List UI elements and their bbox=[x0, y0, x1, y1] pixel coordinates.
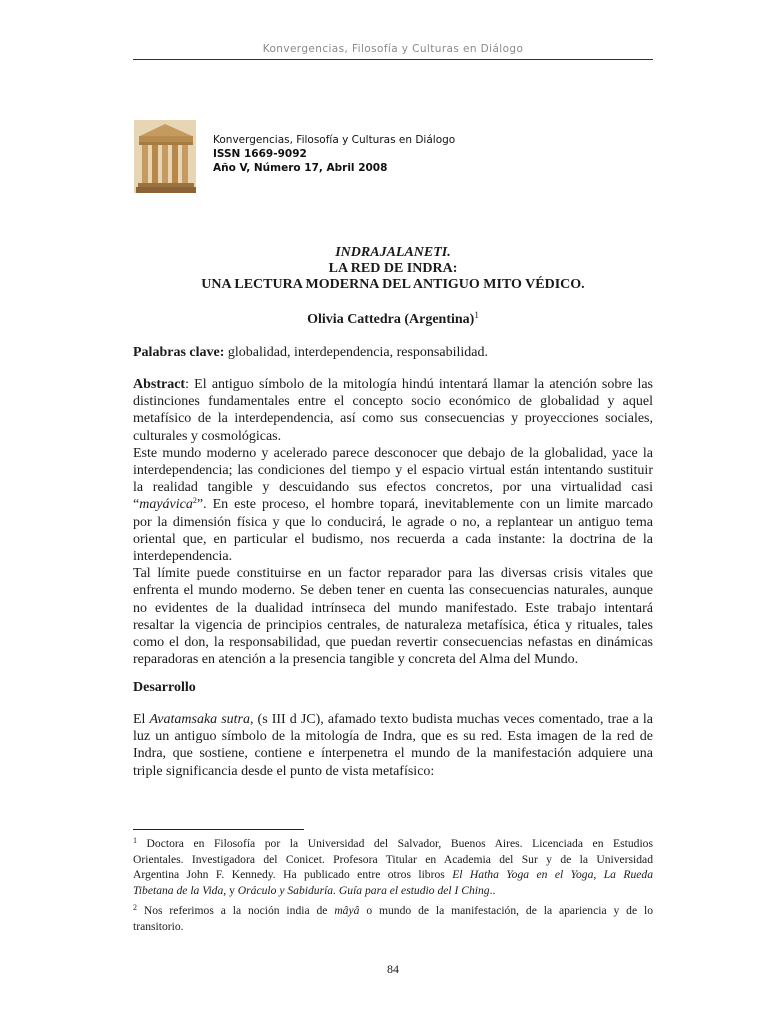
abstract-line bbox=[133, 376, 653, 393]
abstract-line: Tal límite puede constituirse en un factor reparador para las diversas crisis vitales que bbox=[133, 566, 653, 582]
section-paragraph bbox=[133, 711, 653, 780]
abstract-line: interdependencia. bbox=[133, 549, 233, 565]
abstract-text: ”. En este proceso, el hombre topará, inevitablemente con un limite marcado bbox=[196, 497, 653, 513]
footnote-ref-1[interactable]: 1 bbox=[474, 310, 479, 320]
abstract-line: culturales y cosmológicas. bbox=[133, 428, 282, 444]
abstract-text: : El antiguo símbolo de la mitología hindú intentará llamar la atención sobre las bbox=[185, 377, 653, 392]
book-title: El Hatha Yoga en el Yoga bbox=[452, 868, 594, 881]
paragraph-text: El bbox=[133, 712, 150, 727]
abstract-line: metafísico de la interdependencia, así como sus consecuencias y proyecciones sociales, bbox=[133, 411, 653, 427]
footnote-text: Doctora en Filosofía por la Universidad del Salvador, Buenos Aires. Licenciada en Estudios bbox=[137, 837, 653, 850]
book-title: Oráculo y Sabiduría. Guía para el estudio del I Ching bbox=[237, 883, 490, 897]
abstract-line: reparadoras en atención a la presencia tangible y concreta del Alma del Mundo. bbox=[133, 652, 579, 668]
journal-name: Konvergencias, Filosofía y Culturas en Diálogo bbox=[213, 134, 456, 146]
paragraph-line: triple significancia desde el punto de vista metafísico: bbox=[133, 763, 435, 779]
footnote-text: o mundo de la manifestación, de la apariencia y de lo bbox=[359, 904, 653, 917]
paragraph-text: , (s III d JC), afamado texto budista muchas veces comentado, trae a la bbox=[250, 712, 653, 727]
footnote-text: Nos referimos a la noción india de bbox=[137, 904, 335, 917]
header-rule bbox=[133, 59, 653, 60]
footnote-rule bbox=[133, 829, 304, 830]
footnote-text: Argentina John F. Kennedy. Ha publicado entre otros libros bbox=[133, 868, 453, 881]
footnote-line bbox=[133, 867, 653, 883]
abstract-line: no evidentes de la dualidad intrínseca del mundo manifestado. Este trabajo intentará bbox=[133, 600, 653, 616]
footnote-text: .. bbox=[489, 883, 496, 897]
abstract-line: enfrenta el mundo moderno. Se deben tener en cuenta las consecuencias naturales, aunque bbox=[133, 583, 653, 599]
title-line-3: UNA LECTURA MODERNA DEL ANTIGUO MITO VÉDICO. bbox=[201, 277, 585, 292]
section-heading: Desarrollo bbox=[133, 680, 196, 695]
footnote-ref-2[interactable]: 2 bbox=[192, 496, 197, 506]
keywords bbox=[133, 345, 488, 361]
article-title bbox=[133, 245, 653, 293]
footnote-line bbox=[133, 883, 653, 899]
journal-logo-temple bbox=[134, 120, 196, 193]
paragraph-line: luz un antiguo símbolo de la mitología de Indra, que es su red. Esta imagen de la red de bbox=[133, 729, 653, 745]
abstract-line: interdependencia; las condiciones del tiempo y el espacio virtual están intentando sustituir bbox=[133, 463, 653, 479]
journal-issn: ISSN 1669-9092 bbox=[213, 148, 307, 160]
footnote-2 bbox=[133, 903, 653, 934]
keywords-text: globalidad, interdependencia, responsabilidad. bbox=[224, 345, 488, 360]
footnote-number: 2 bbox=[133, 903, 137, 912]
footnote-line: Orientales. Investigadora del Conicet. Profesora Titular en Academia del Sur y de la Universidad bbox=[133, 852, 653, 866]
quote-mark: “ bbox=[133, 497, 140, 513]
book-title: Tibetana de la Vida, bbox=[133, 883, 227, 897]
footnote-line bbox=[133, 836, 653, 852]
journal-info bbox=[213, 133, 455, 175]
keywords-label: Palabras clave: bbox=[133, 345, 225, 360]
footnote-1 bbox=[133, 836, 653, 898]
abstract-line: la realidad tangible y descuidando sus efectos concretos, por una virtualidad casi bbox=[133, 480, 653, 496]
title-line-2: LA RED DE INDRA: bbox=[328, 261, 458, 276]
abstract-line: como el don, la responsabilidad, que puedan revertir consecuencias nefastas en dinámicas bbox=[133, 635, 653, 651]
running-header: Konvergencias, Filosofía y Culturas en Diálogo bbox=[262, 43, 524, 55]
abstract-line: por la dimensión física y que lo conducirá, le agrade o no, a replantear un antiguo tema bbox=[133, 514, 653, 530]
footnote-text: , bbox=[593, 868, 604, 881]
page-number: 84 bbox=[387, 962, 399, 976]
abstract bbox=[133, 376, 653, 668]
abstract-line bbox=[133, 496, 653, 513]
journal-issue: Año V, Número 17, Abril 2008 bbox=[213, 162, 388, 174]
paragraph-line bbox=[133, 711, 653, 728]
term-mayavica: mayávica bbox=[139, 497, 193, 513]
author bbox=[133, 310, 653, 328]
footnote-number: 1 bbox=[133, 836, 137, 845]
abstract-label: Abstract bbox=[133, 377, 186, 392]
footnote-text: y bbox=[226, 883, 238, 897]
abstract-line: resaltar la vigencia de principios centrales, de naturaleza metafísica, ética y rituales, tales bbox=[133, 617, 653, 633]
author-name: Olivia Cattedra (Argentina) bbox=[307, 312, 475, 327]
abstract-line: oriental que, en particular el budismo, nos recuerda a cada instante: la doctrina de la bbox=[133, 531, 653, 547]
term-avatamsaka: Avatamsaka sutra bbox=[149, 712, 250, 727]
abstract-line: Este mundo moderno y acelerado parece desconocer que debajo de la globalidad, yace la bbox=[133, 445, 653, 461]
term-maya: mâyâ bbox=[334, 904, 360, 917]
footnote-line bbox=[133, 903, 653, 919]
book-title: La Rueda bbox=[603, 868, 653, 881]
footnotes bbox=[133, 836, 653, 934]
title-line-1: INDRAJALANETI. bbox=[335, 245, 451, 260]
paragraph-line: Indra, que sostiene, contiene e ínterpenetra el mundo de la manifestación adquiere una bbox=[133, 746, 653, 762]
footnote-line: transitorio. bbox=[133, 919, 184, 933]
abstract-line: distinciones fundamentales entre el concepto socio económico de globalidad y aquel bbox=[133, 394, 653, 410]
